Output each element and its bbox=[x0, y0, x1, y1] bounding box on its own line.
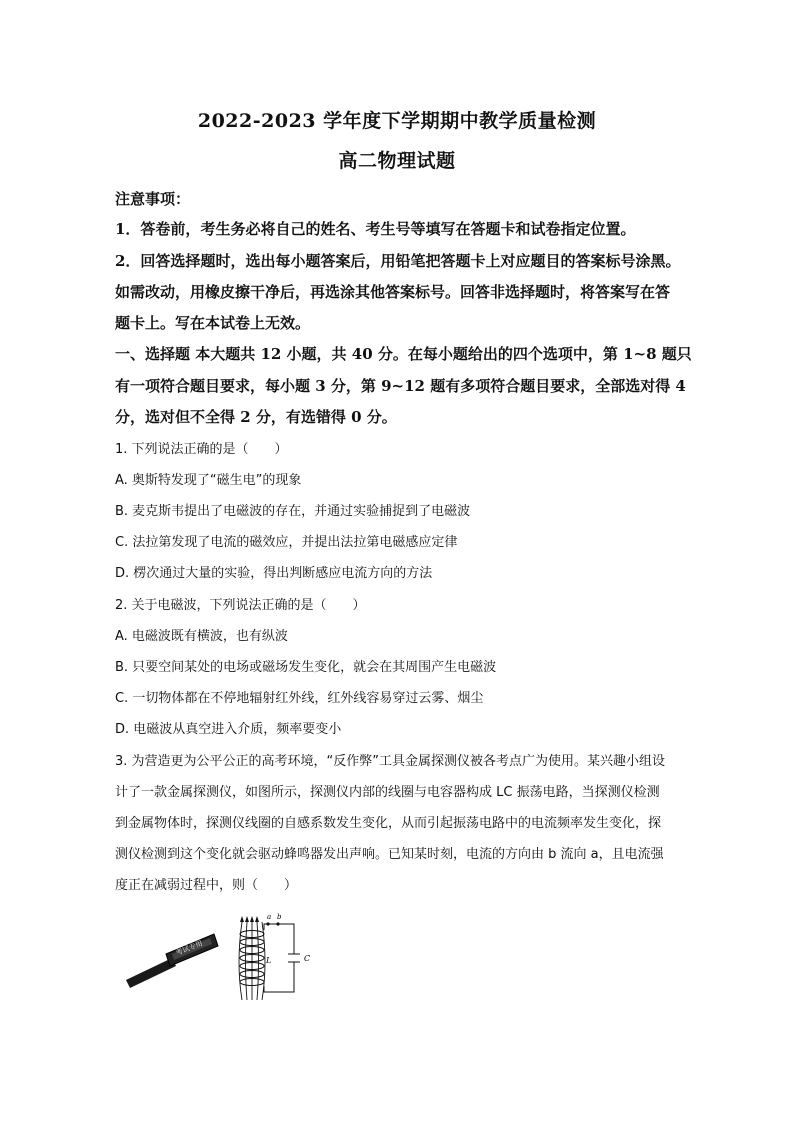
question-3-stem-line: 度正在减弱过程中，则（ ） bbox=[115, 878, 298, 893]
field-arrow-icons bbox=[240, 916, 259, 922]
question-2-option-c: C. 一切物体都在不停地辐射红外线，红外线容易穿过云雾、烟尘 bbox=[115, 691, 484, 706]
question-3-stem-line: 计了一款金属探测仪，如图所示，探测仪内部的线圈与电容器构成 LC 振荡电路，当探测仪检测 bbox=[115, 785, 660, 800]
metal-detector-probe bbox=[120, 928, 220, 988]
note-line: 如需改动，用橡皮擦干净后，再选涂其他答案标号。回答非选择题时，将答案写在答 bbox=[115, 283, 671, 301]
note-line: 题卡上。写在本试卷上无效。 bbox=[115, 314, 311, 332]
section-instruction-line: 一、选择题 本大题共 12 小题，共 40 分。在每小题给出的四个选项中，第 1~8 题只 bbox=[115, 345, 692, 363]
question-2-option-a: A. 电磁波既有横波，也有纵波 bbox=[115, 629, 288, 644]
label-inductor: L bbox=[266, 956, 272, 965]
question-1-option-b: B. 麦克斯韦提出了电磁波的存在，并通过实验捕捉到了电磁波 bbox=[115, 504, 471, 519]
question-3-stem-line: 测仪检测到这个变化就会驱动蜂鸣器发出声响。已知某时刻，电流的方向由 b 流向 a，且电流强 bbox=[115, 847, 664, 862]
question-1-option-d: D. 楞次通过大量的实验，得出判断感应电流方向的方法 bbox=[115, 566, 433, 581]
node-a bbox=[266, 922, 269, 925]
note-line: 1．答卷前，考生务必将自己的姓名、考生号等填写在答题卡和试卷指定位置。 bbox=[115, 220, 636, 238]
label-a: a bbox=[267, 913, 272, 921]
question-3-stem-line: 3. 为营造更为公平公正的高考环境，“反作弊”工具金属探测仪被各考点广为使用。某兴趣小组设 bbox=[115, 754, 666, 769]
lc-circuit-diagram bbox=[232, 908, 322, 1008]
question-1-option-a: A. 奥斯特发现了“磁生电”的现象 bbox=[115, 473, 302, 488]
notes-heading: 注意事项： bbox=[115, 190, 191, 208]
question-3-stem-line: 到金属物体时，探测仪线圈的自感系数发生变化，从而引起振荡电路中的电流频率发生变化，探 bbox=[115, 816, 662, 831]
section-instruction-line: 有一项符合题目要求，每小题 3 分，第 9~12 题有多项符合题目要求，全部选对得 4 bbox=[115, 377, 686, 395]
label-b: b bbox=[277, 913, 282, 921]
note-line: 2．回答选择题时，选出每小题答案后，用铅笔把答题卡上对应题目的答案标号涂黑。 bbox=[115, 252, 681, 270]
question-1-option-c: C. 法拉第发现了电流的磁效应，并提出法拉第电磁感应定律 bbox=[115, 535, 458, 550]
exam-title: 2022-2023 学年度下学期期中教学质量检测 bbox=[197, 110, 597, 132]
question-2-option-b: B. 只要空间某处的电场或磁场发生变化，就会在其周围产生电磁波 bbox=[115, 660, 497, 675]
label-capacitor: C bbox=[304, 954, 311, 963]
probe-label: 考试专用 bbox=[174, 939, 204, 958]
question-2-stem: 2. 关于电磁波，下列说法正确的是（ ） bbox=[115, 598, 366, 613]
exam-subtitle: 高二物理试题 bbox=[338, 150, 456, 172]
metal-detector-figure bbox=[120, 908, 330, 1008]
question-1-stem: 1. 下列说法正确的是（ ） bbox=[115, 442, 288, 457]
node-b bbox=[276, 922, 279, 925]
question-2-option-d: D. 电磁波从真空进入介质，频率要变小 bbox=[115, 722, 342, 737]
section-instruction-line: 分，选对但不全得 2 分，有选错得 0 分。 bbox=[115, 408, 397, 426]
